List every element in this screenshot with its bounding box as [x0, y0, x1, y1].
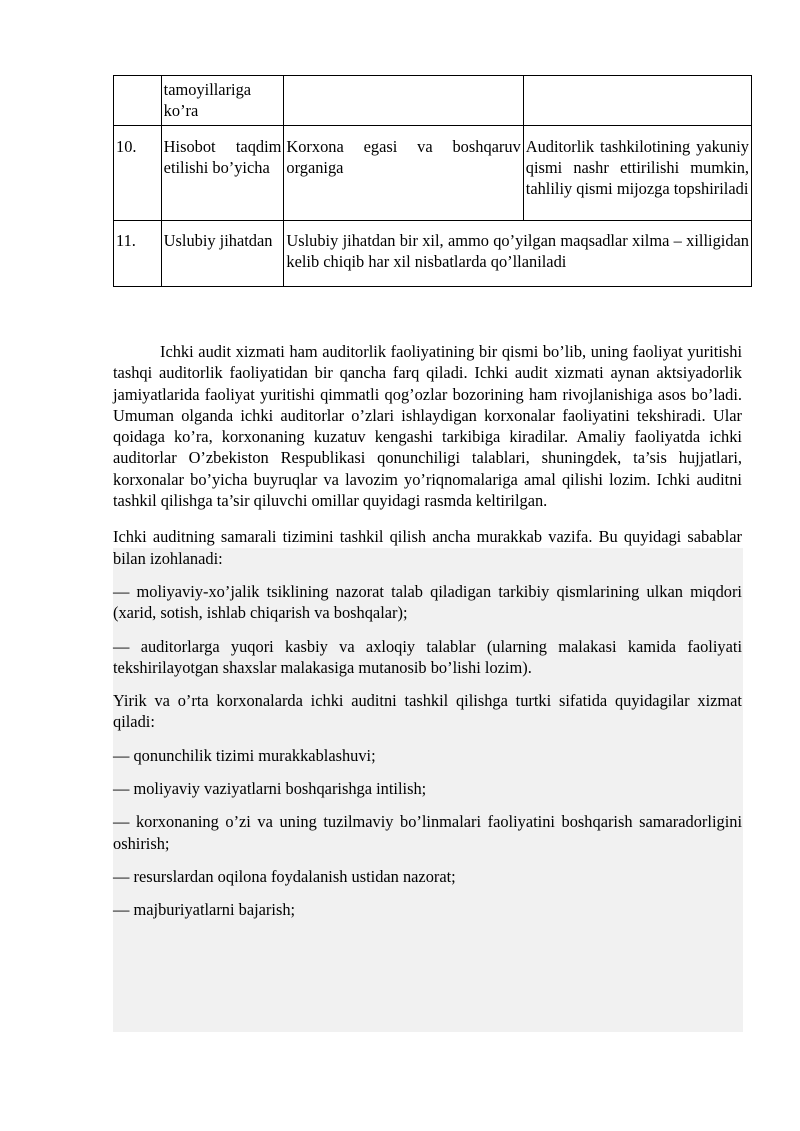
intro-paragraph: Ichki audit xizmati ham auditorlik faoliyatining bir qismi bo’lib, uning faoliyat yuritishi tashqi auditorlik faoliyatidan bir qancha farq qiladi. Ichki audit xizmati aynan aktsiyadorlik jamiyatlarida faoliyat yuritishi qimmatli qog’ozlar bozorining ham rivojlanishiga asos bo’ladi. Umuman olganda ichki auditorlar o’zlari ishlaydigan korxonalar faoliyatini tekshiradi. Ular qoidaga ko’ra, korxonaning kuzatuv kengashi tarkibiga kiradilar. Amaliy faoliyatda ichki auditorlar O’zbekiston Respublikasi qonunchiligi talablari, shuningdek, ta’sis hujjatlari, korxonalar bo’yicha buyruqlar va lavozim yo’riqnomalariga amal qilishi lozim. Ichki auditni tashkil qilishga ta’sir qiluvchi omillar quyidagi rasmda keltirilgan. — [113, 342, 742, 511]
table-row — [114, 76, 752, 126]
list-item: — korxonaning o’zi va uning tuzilmaviy bo’linmalari faoliyatini boshqarish samaradorligini oshirish; — [113, 812, 742, 853]
external-audit-cell — [523, 76, 751, 126]
row-number-cell: 11. — [114, 221, 162, 287]
paragraph: Ichki auditning samarali tizimini tashkil qilish ancha murakkab vazifa. Bu quyidagi sabablar bilan izohlanadi: — [113, 527, 742, 568]
criterion-cell: Hisobot taqdim etilishi bo’yicha — [161, 126, 284, 221]
paragraph: Yirik va o’rta korxonalarda ichki auditni tashkil qilishga turtki sifatida quyidagilar xizmat qiladi: — [113, 691, 742, 732]
internal-audit-cell — [284, 76, 523, 126]
criterion-cell: tamoyillariga ko’ra — [161, 76, 284, 126]
list-item: — moliyaviy-xo’jalik tsiklining nazorat talab qiladigan tarkibiy qismlarining ulkan miqdori (xarid, sotish, ishlab chiqarish va boshqalar); — [113, 581, 742, 623]
internal-audit-cell: Korxona egasi va boshqaruv organiga — [284, 126, 523, 221]
list-item: — auditorlarga yuqori kasbiy va axloqiy talablar (ularning malakasi kamida faoliyati tekshirilayotgan shaxslar malakasiga mutanosib bo’lishi lozim). — [113, 636, 742, 677]
row-number-cell — [114, 76, 162, 126]
row-number-cell: 10. — [114, 126, 162, 221]
list-item: — qonunchilik tizimi murakkablashuvi; — [113, 745, 376, 765]
merged-description-cell: Uslubiy jihatdan bir xil, ammo qo’yilgan maqsadlar xilma – xilligidan kelib chiqib har xil nisbatlarda qo’llaniladi — [284, 221, 752, 287]
list-item: — resurslardan oqilona foydalanish ustidan nazorat; — [113, 866, 456, 886]
body-text — [113, 341, 742, 933]
external-audit-cell: Auditorlik tashkilotining yakuniy qismi nashr ettirilishi mumkin, tahliliy qismi mijozga topshiriladi — [523, 126, 751, 221]
table-row — [114, 221, 752, 287]
table-row — [114, 126, 752, 221]
list-item: — majburiyatlarni bajarish; — [113, 900, 296, 920]
criterion-cell: Uslubiy jihatdan — [161, 221, 284, 287]
list-item: — moliyaviy vaziyatlarni boshqarishga intilish; — [113, 779, 427, 799]
comparison-table — [113, 75, 752, 287]
